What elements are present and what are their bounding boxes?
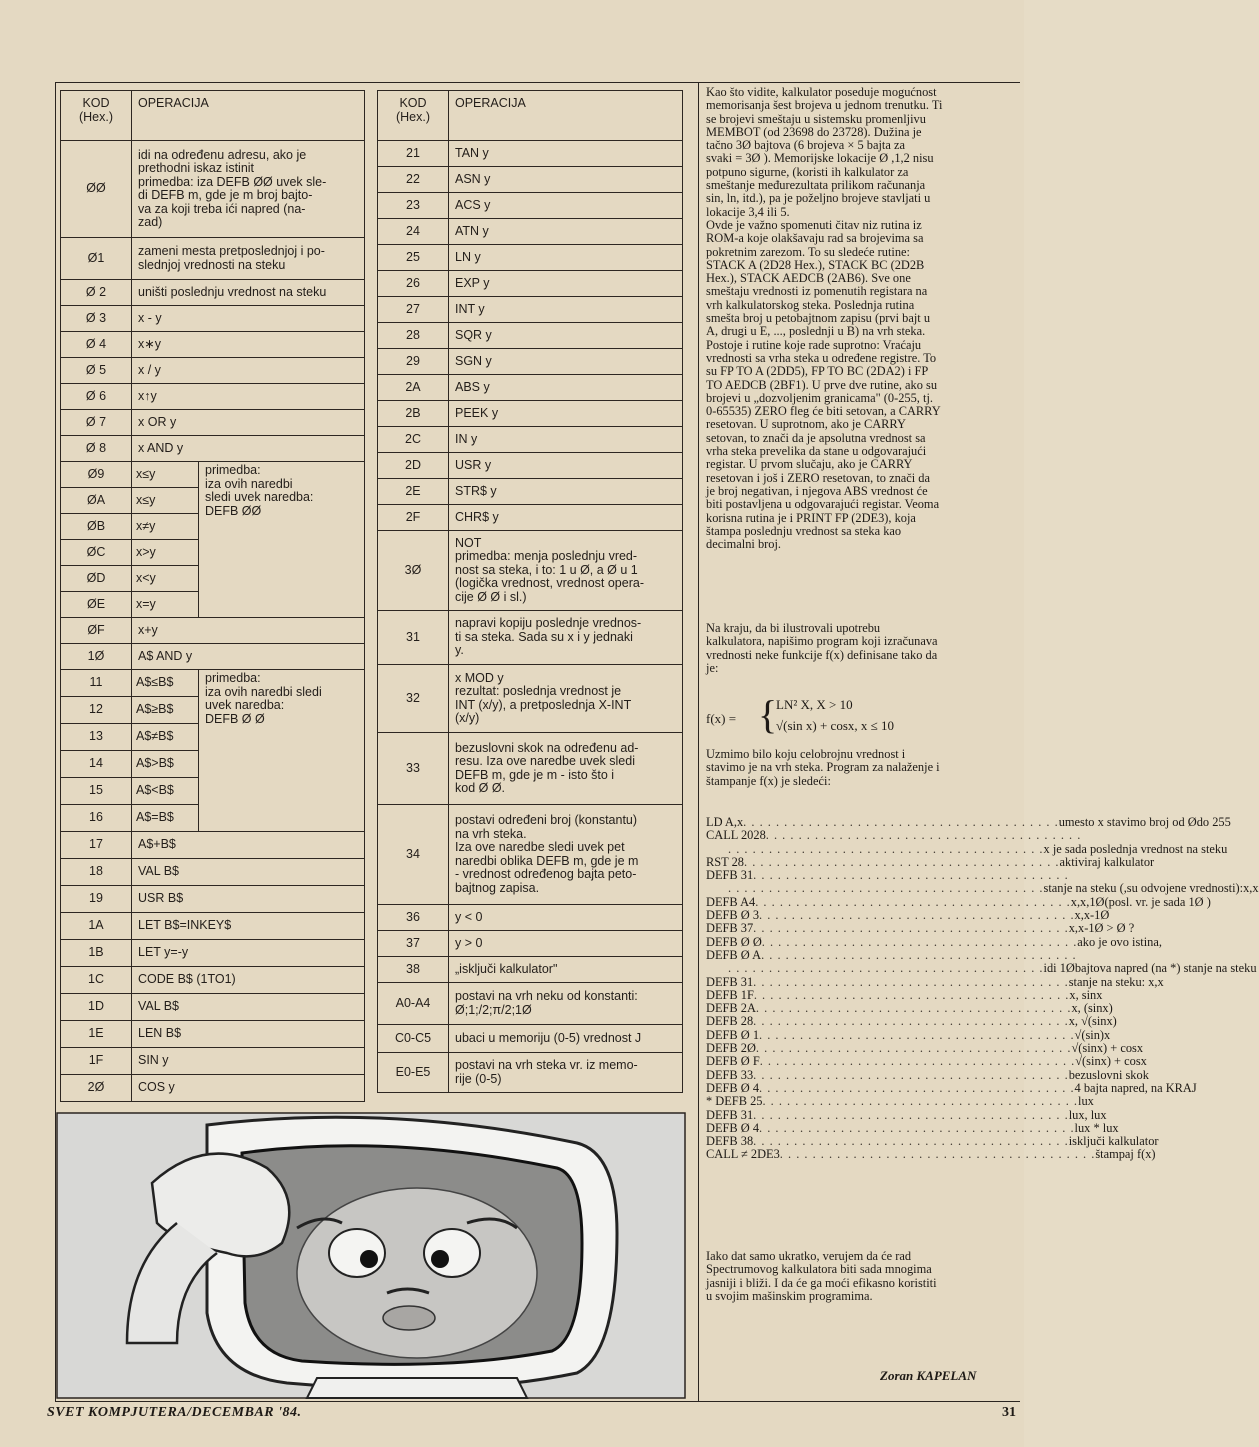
opcode-cell: 2D xyxy=(378,453,449,479)
operation-cell: CHR$ y xyxy=(449,505,683,531)
operation-cell: x / y xyxy=(132,358,365,384)
program-comment: x,x-1Ø xyxy=(1074,908,1110,923)
program-line xyxy=(706,1107,1107,1122)
table-row xyxy=(378,1025,683,1053)
opcode-cell: 33 xyxy=(378,733,449,805)
program-comment: umesto x stavimo broj od Ødo 255 xyxy=(1058,815,1231,829)
operation-cell: napravi kopiju poslednje vrednos- ti sa steka. Sada su x i y jednaki y. xyxy=(449,611,683,665)
program-comment: lux * lux xyxy=(1074,1120,1119,1135)
table-row xyxy=(61,913,365,940)
operation-cell: COS y xyxy=(132,1075,365,1102)
operation-cell: IN y xyxy=(449,427,683,453)
program-line xyxy=(706,1080,1197,1095)
program-instruction: DEFB A4 xyxy=(706,894,756,909)
leader-dots: . . . . . . . . . . . . . . . . . . . . . . . . . . . . . . . . . . . . . . . xyxy=(743,815,1059,829)
leader-dots: . . . . . . . . . . . . . . . . . . . . . . . . . . . . . . . . . . . . . . . xyxy=(759,1027,1075,1042)
operation-cell: A$=B$ xyxy=(132,805,199,832)
program-instruction: DEFB Ø F xyxy=(706,1054,760,1069)
table-row xyxy=(61,410,365,436)
program-line xyxy=(706,987,1103,1002)
program-comment: √(sinx) + cosx xyxy=(1075,1054,1147,1069)
table-row xyxy=(61,859,365,886)
operation-cell: x AND y xyxy=(132,436,365,462)
operation-cell: postavi na vrh steka vr. iz memo- rije (0-5) xyxy=(449,1053,683,1093)
program-instruction: CALL 2028 xyxy=(706,828,766,843)
header-operation: OPERACIJA xyxy=(449,91,683,141)
opcode-cell: 28 xyxy=(378,323,449,349)
table-row xyxy=(378,271,683,297)
operation-cell: CODE B$ (1TO1) xyxy=(132,967,365,994)
table-row xyxy=(61,306,365,332)
opcode-cell: 34 xyxy=(378,805,449,905)
operation-cell: LEN B$ xyxy=(132,1021,365,1048)
table-row xyxy=(61,332,365,358)
table-row xyxy=(378,733,683,805)
opcode-cell: 24 xyxy=(378,219,449,245)
program-instruction: DEFB 28 xyxy=(706,1014,754,1029)
header-operation: OPERACIJA xyxy=(132,91,365,141)
leader-dots: . . . . . . . . . . . . . . . . . . . . . . . . . . . . . . . . . . . . . . . xyxy=(755,1001,1072,1016)
program-instruction: DEFB Ø 3 xyxy=(706,908,760,923)
table-row xyxy=(378,297,683,323)
opcode-cell: 1B xyxy=(61,940,132,967)
table-row xyxy=(61,462,365,488)
operation-cell: x>y xyxy=(132,540,199,566)
opcode-cell: Ø 5 xyxy=(61,358,132,384)
program-comment: x, √(sinx) xyxy=(1068,1014,1117,1029)
leader-dots: . . . . . . . . . . . . . . . . . . . . . . . . . . . . . . . . . . . . . . . xyxy=(728,841,1044,856)
program-line xyxy=(706,1120,1119,1135)
program-instruction: DEFB 33 xyxy=(706,1067,754,1082)
program-line xyxy=(706,1001,1113,1016)
magazine-footer: SVET KOMPJUTERA/DECEMBAR '84. xyxy=(47,1405,302,1420)
leader-dots: . . . . . . . . . . . . . . . . . . . . . . . . . . . . . . . . . . . . . . . xyxy=(753,1107,1069,1122)
operation-cell: LET B$=INKEY$ xyxy=(132,913,365,940)
table-row xyxy=(378,167,683,193)
table-row xyxy=(378,141,683,167)
opcode-cell: ØF xyxy=(61,618,132,644)
opcode-cell: 2A xyxy=(378,375,449,401)
author-name: Zoran KAPELAN xyxy=(880,1368,977,1383)
opcode-cell: Ø 7 xyxy=(61,410,132,436)
operation-cell: A$≤B$ xyxy=(132,670,199,697)
operation-cell: idi na određenu adresu, ako je prethodni iskaz istinit primedba: iza DEFB ØØ uvek sle- di DEFB m, gde je m broj bajto- va za koji treba ići napred (na- zad) xyxy=(132,141,365,238)
operation-cell: ubaci u memoriju (0-5) vrednost J xyxy=(449,1025,683,1053)
opcode-cell: Ø 2 xyxy=(61,280,132,306)
operation-cell: x+y xyxy=(132,618,365,644)
opcode-table-2 xyxy=(377,90,683,1093)
table-row xyxy=(378,665,683,733)
table-row xyxy=(61,832,365,859)
operation-cell: x OR y xyxy=(132,410,365,436)
operation-cell: postavi određeni broj (konstantu) na vrh steka. Iza ove naredbe sledi uvek pet naredbi oblika DEFB m, gde je m - vrednost određenog bajta peto- bajtnog zapisa. xyxy=(449,805,683,905)
operation-cell: uništi poslednju vrednost na steku xyxy=(132,280,365,306)
table-row xyxy=(378,193,683,219)
program-comment: √(sinx) + cosx xyxy=(1071,1041,1144,1056)
opcode-cell: Ø1 xyxy=(61,238,132,280)
opcode-cell: 36 xyxy=(378,905,449,931)
article-paragraph-4: Iako dat samo ukratko, verujem da će rad Spectrumovog kalkulatora biti sada mnogima jasniji i bliži. I da će ga moći efikasno koristiti u svojim mašinskim programima. xyxy=(706,1249,937,1303)
opcode-cell: 1F xyxy=(61,1048,132,1075)
operation-cell: postavi na vrh neku od konstanti: Ø;1;/2;π/2;1Ø xyxy=(449,983,683,1025)
opcode-cell: ØE xyxy=(61,592,132,618)
opcode-cell: E0-E5 xyxy=(378,1053,449,1093)
program-instruction: DEFB 38 xyxy=(706,1134,754,1149)
operation-cell: LN y xyxy=(449,245,683,271)
program-comment: x je sada poslednja vrednost na steku xyxy=(1043,841,1228,856)
table-row xyxy=(61,994,365,1021)
frame-left-rule xyxy=(55,82,56,1402)
operation-cell: bezuslovni skok na određenu ad- resu. Iza ove naredbe uvek sledi DEFB m, gde je m - isto što i kod Ø Ø. xyxy=(449,733,683,805)
table-row xyxy=(378,931,683,957)
leader-dots: . . . . . . . . . . . . . . . . . . . . . . . . . . . . . . . . . . . . . . . xyxy=(761,947,1077,962)
operation-cell: SQR y xyxy=(449,323,683,349)
opcode-cell: 27 xyxy=(378,297,449,323)
formula-brace: { xyxy=(758,692,778,737)
opcode-cell: 21 xyxy=(378,141,449,167)
program-line xyxy=(706,828,1082,843)
leader-dots: . . . . . . . . . . . . . . . . . . . . . . . . . . . . . . . . . . . . . . . xyxy=(755,1041,1072,1056)
program-comment: 4 bajta napred, na KRAJ xyxy=(1074,1080,1197,1095)
program-instruction: DEFB 37 xyxy=(706,921,754,936)
program-line xyxy=(706,854,1155,869)
opcode-cell: 2C xyxy=(378,427,449,453)
operation-cell: INT y xyxy=(449,297,683,323)
program-line xyxy=(706,1134,1159,1149)
program-comment: štampaj f(x) xyxy=(1095,1147,1156,1162)
table-row xyxy=(378,375,683,401)
program-instruction: DEFB Ø 4 xyxy=(706,1080,760,1095)
table-header-row xyxy=(61,91,365,141)
opcode-table-1 xyxy=(60,90,365,1102)
table-row xyxy=(61,670,365,697)
opcode-cell: 22 xyxy=(378,167,449,193)
table-row xyxy=(61,280,365,306)
opcode-cell: Ø 6 xyxy=(61,384,132,410)
opcode-cell: ØC xyxy=(61,540,132,566)
program-line xyxy=(706,921,1135,936)
table-row xyxy=(61,1075,365,1102)
opcode-cell: 23 xyxy=(378,193,449,219)
crying-computer-illustration xyxy=(57,1113,685,1398)
opcode-cell: 18 xyxy=(61,859,132,886)
table-row xyxy=(378,323,683,349)
opcode-cell: C0-C5 xyxy=(378,1025,449,1053)
opcode-cell: Ø9 xyxy=(61,462,132,488)
frame-top-rule xyxy=(55,82,1020,83)
program-instruction: DEFB 2A xyxy=(706,1001,756,1016)
leader-dots: . . . . . . . . . . . . . . . . . . . . . . . . . . . . . . . . . . . . . . . xyxy=(759,908,1075,923)
leader-dots: . . . . . . . . . . . . . . . . . . . . . . . . . . . . . . . . . . . . . . . xyxy=(744,854,1060,869)
program-comment: x, sinx xyxy=(1069,987,1103,1002)
leader-dots: . . . . . . . . . . . . . . . . . . . . . . . . . . . . . . . . . . . . . . . xyxy=(753,1067,1069,1082)
opcode-cell: 1A xyxy=(61,913,132,940)
operation-cell: EXP y xyxy=(449,271,683,297)
article-paragraph-2: Na kraju, da bi ilustrovali upotrebu kalkulatora, napišimo program koji izračunava vrednosti neke funkcije f(x) definisane tako da je: xyxy=(706,621,938,675)
program-line xyxy=(706,934,1162,949)
leader-dots: . . . . . . . . . . . . . . . . . . . . . . . . . . . . . . . . . . . . . . . xyxy=(762,1094,1078,1109)
operation-cell: x≤y xyxy=(132,462,199,488)
table-row xyxy=(378,349,683,375)
opcode-cell: 16 xyxy=(61,805,132,832)
group-note: primedba: iza ovih naredbi sledi uvek naredba: DEFB Ø Ø xyxy=(199,670,365,832)
program-instruction: DEFB 1F xyxy=(706,987,754,1002)
opcode-cell: Ø 3 xyxy=(61,306,132,332)
leader-dots: . . . . . . . . . . . . . . . . . . . . . . . . . . . . . . . . . . . . . . . xyxy=(753,974,1069,989)
table-row xyxy=(61,618,365,644)
opcode-cell: ØD xyxy=(61,566,132,592)
table-row xyxy=(61,940,365,967)
table-row xyxy=(61,644,365,670)
opcode-cell: 2E xyxy=(378,479,449,505)
program-instruction: RST 28 xyxy=(706,854,744,869)
table-header-row xyxy=(378,91,683,141)
opcode-cell: 25 xyxy=(378,245,449,271)
opcode-cell: 26 xyxy=(378,271,449,297)
leader-dots: . . . . . . . . . . . . . . . . . . . . . . . . . . . . . . . . . . . . . . . xyxy=(765,828,1082,843)
operation-cell: VAL B$ xyxy=(132,994,365,1021)
operation-cell: x=y xyxy=(132,592,199,618)
opcode-cell: 14 xyxy=(61,751,132,778)
program-instruction: CALL ≠ 2DE3 xyxy=(706,1147,780,1162)
table-row xyxy=(378,245,683,271)
opcode-cell: 17 xyxy=(61,832,132,859)
leader-dots: . . . . . . . . . . . . . . . . . . . . . . . . . . . . . . . . . . . . . . . xyxy=(759,1054,1076,1069)
program-line xyxy=(706,1094,1094,1109)
table-row xyxy=(61,436,365,462)
program-instruction: LD A,x xyxy=(706,815,744,829)
program-comment: lux, lux xyxy=(1068,1107,1107,1122)
program-comment: x,x,1Ø(posl. vr. je sada 1Ø ) xyxy=(1070,894,1211,909)
page-number: 31 xyxy=(1002,1405,1016,1420)
program-instruction: DEFB 2Ø xyxy=(706,1041,756,1056)
opcode-cell: 38 xyxy=(378,957,449,983)
table-row xyxy=(378,905,683,931)
operation-cell: A$≠B$ xyxy=(132,724,199,751)
program-comment: aktiviraj kalkulator xyxy=(1059,854,1155,869)
operation-cell: USR B$ xyxy=(132,886,365,913)
program-line xyxy=(706,881,1259,896)
function-definition xyxy=(706,693,1006,743)
opcode-cell: Ø 4 xyxy=(61,332,132,358)
operation-cell: SIN y xyxy=(132,1048,365,1075)
program-instruction: DEFB 31 xyxy=(706,1107,754,1122)
table-row xyxy=(378,479,683,505)
table-row xyxy=(378,427,683,453)
opcode-cell: 1C xyxy=(61,967,132,994)
operation-cell: x≤y xyxy=(132,488,199,514)
opcode-cell: 2Ø xyxy=(61,1075,132,1102)
operation-cell: A$ AND y xyxy=(132,644,365,670)
program-instruction: DEFB 31 xyxy=(706,974,754,989)
operation-cell: x - y xyxy=(132,306,365,332)
table-row xyxy=(378,453,683,479)
opcode-cell: 19 xyxy=(61,886,132,913)
program-instruction: DEFB Ø Ø xyxy=(706,934,762,949)
program-instruction: DEFB Ø A xyxy=(706,947,762,962)
operation-cell: x<y xyxy=(132,566,199,592)
leader-dots: . . . . . . . . . . . . . . . . . . . . . . . . . . . . . . . . . . . . . . . xyxy=(759,1080,1075,1095)
program-line xyxy=(706,947,1077,962)
program-comment: stanje na steku: x,x xyxy=(1068,974,1164,989)
frame-bottom-rule xyxy=(55,1401,1020,1402)
operation-cell: x MOD y rezultat: poslednja vrednost je INT (x/y), a pretposlednja X-INT (x/y) xyxy=(449,665,683,733)
opcode-cell: 29 xyxy=(378,349,449,375)
operation-cell: x∗y xyxy=(132,332,365,358)
program-line xyxy=(706,815,1231,829)
table-row xyxy=(61,358,365,384)
opcode-cell: 15 xyxy=(61,778,132,805)
opcode-cell: ØB xyxy=(61,514,132,540)
operation-cell: zameni mesta pretposlednjoj i po- slednjoj vrednosti na steku xyxy=(132,238,365,280)
opcode-cell: 3Ø xyxy=(378,531,449,611)
opcode-cell: 1D xyxy=(61,994,132,1021)
program-comment: x,x-1Ø > Ø ? xyxy=(1068,921,1135,936)
operation-cell: ABS y xyxy=(449,375,683,401)
operation-cell: PEEK y xyxy=(449,401,683,427)
leader-dots: . . . . . . . . . . . . . . . . . . . . . . . . . . . . . . . . . . . . . . . xyxy=(753,921,1069,936)
operation-cell: A$<B$ xyxy=(132,778,199,805)
opcode-cell: ØØ xyxy=(61,141,132,238)
program-line xyxy=(706,1147,1156,1162)
opcode-cell: 1E xyxy=(61,1021,132,1048)
operation-cell: x≠y xyxy=(132,514,199,540)
program-line xyxy=(706,908,1110,923)
operation-cell: USR y xyxy=(449,453,683,479)
column-rule xyxy=(698,82,699,1402)
group-note: primedba: iza ovih naredbi sledi uvek naredba: DEFB ØØ xyxy=(199,462,365,618)
table-row xyxy=(378,805,683,905)
formula-case-2: √(sin x) + cosx, x ≤ 10 xyxy=(776,718,895,733)
leader-dots: . . . . . . . . . . . . . . . . . . . . . . . . . . . . . . . . . . . . . . . xyxy=(755,894,1071,909)
program-comment: stanje na steku (,su odvojene vrednosti):x,x xyxy=(1043,881,1259,896)
table-row xyxy=(378,219,683,245)
opcode-cell: 32 xyxy=(378,665,449,733)
program-instruction: DEFB Ø 4 xyxy=(706,1120,760,1135)
program-comment: lux xyxy=(1078,1094,1094,1109)
program-line xyxy=(706,1067,1149,1082)
header-code: KOD (Hex.) xyxy=(61,91,132,141)
operation-cell: y > 0 xyxy=(449,931,683,957)
leader-dots: . . . . . . . . . . . . . . . . . . . . . . . . . . . . . . . . . . . . . . . xyxy=(753,868,1069,883)
table-row xyxy=(378,1053,683,1093)
program-line xyxy=(706,1041,1144,1056)
program-line xyxy=(706,974,1164,989)
leader-dots: . . . . . . . . . . . . . . . . . . . . . . . . . . . . . . . . . . . . . . . xyxy=(761,934,1078,949)
leader-dots: . . . . . . . . . . . . . . . . . . . . . . . . . . . . . . . . . . . . . . . xyxy=(753,987,1070,1002)
operation-cell: SGN y xyxy=(449,349,683,375)
program-instruction: DEFB Ø 1 xyxy=(706,1027,760,1042)
operation-cell: A$>B$ xyxy=(132,751,199,778)
operation-cell: ASN y xyxy=(449,167,683,193)
operation-cell: A$+B$ xyxy=(132,832,365,859)
table-row xyxy=(61,141,365,238)
table-row xyxy=(378,983,683,1025)
program-line xyxy=(706,868,1069,883)
table-row xyxy=(378,611,683,665)
table-row xyxy=(378,957,683,983)
operation-cell: NOT primedba: menja poslednju vred- nost sa steka, i to: 1 u Ø, a Ø u 1 (logička vrednost, vrednost opera- cije Ø Ø i sl.) xyxy=(449,531,683,611)
table-row xyxy=(61,1021,365,1048)
operation-cell: ACS y xyxy=(449,193,683,219)
opcode-cell: 2F xyxy=(378,505,449,531)
program-instruction: * DEFB 25 xyxy=(706,1094,763,1109)
operation-cell: y < 0 xyxy=(449,905,683,931)
program-line xyxy=(706,841,1228,856)
operation-cell: TAN y xyxy=(449,141,683,167)
operation-cell: LET y=-y xyxy=(132,940,365,967)
program-comment: bezuslovni skok xyxy=(1068,1067,1149,1082)
leader-dots: . . . . . . . . . . . . . . . . . . . . . . . . . . . . . . . . . . . . . . . xyxy=(779,1147,1096,1162)
opcode-cell: 1Ø xyxy=(61,644,132,670)
program-line xyxy=(706,1027,1111,1042)
opcode-cell: 11 xyxy=(61,670,132,697)
leader-dots: . . . . . . . . . . . . . . . . . . . . . . . . . . . . . . . . . . . . . . . xyxy=(753,1014,1069,1029)
program-comment: ako je ovo istina, xyxy=(1077,934,1162,949)
header-code: KOD (Hex.) xyxy=(378,91,449,141)
leader-dots: . . . . . . . . . . . . . . . . . . . . . . . . . . . . . . . . . . . . . . . xyxy=(728,961,1044,976)
article-paragraph-3: Uzmimo bilo koju celobrojnu vrednost i stavimo je na vrh steka. Program za nalaženje i štampanje f(x) je sledeći: xyxy=(706,747,940,788)
operation-cell: ATN y xyxy=(449,219,683,245)
program-line xyxy=(706,894,1211,909)
program-line xyxy=(706,1054,1147,1069)
operation-cell: STR$ y xyxy=(449,479,683,505)
program-line xyxy=(706,961,1257,976)
table-row xyxy=(61,967,365,994)
formula-case-1: LN² X, X > 10 xyxy=(776,697,853,712)
program-listing xyxy=(706,815,1259,1162)
leader-dots: . . . . . . . . . . . . . . . . . . . . . . . . . . . . . . . . . . . . . . . xyxy=(753,1134,1069,1149)
opcode-cell: Ø 8 xyxy=(61,436,132,462)
table-row xyxy=(61,238,365,280)
opcode-cell: 12 xyxy=(61,697,132,724)
table-row xyxy=(378,505,683,531)
opcode-cell: 37 xyxy=(378,931,449,957)
table-row xyxy=(378,531,683,611)
program-comment: idi 1Øbajtova napred (na *) stanje na steku xyxy=(1043,961,1257,976)
opcode-cell: 13 xyxy=(61,724,132,751)
program-instruction: DEFB 31 xyxy=(706,868,754,883)
operation-cell: A$≥B$ xyxy=(132,697,199,724)
opcode-cell: 2B xyxy=(378,401,449,427)
program-comment: x, (sinx) xyxy=(1071,1001,1113,1016)
table-row xyxy=(61,1048,365,1075)
opcode-cell: 31 xyxy=(378,611,449,665)
article-paragraph-1: Kao što vidite, kalkulator poseduje mogućnost memorisanja šest brojeva u jednom trenutku. Ti se brojevi smeštaju u sistemsku promenljivu MEMBOT (od 23698 do 23728). Dužina je tačno 3Ø bajtova (6 brojeva × 5 bajta za svaki = 3Ø ). Memorijske lokacije Ø ,1,2 nisu potpuno sigurne, (koristi ih kalkulator za smeštanje međurezultata prilikom računanja sin, ln, itd.), pa je poželjno brojeve stavljati u lokacije 3,4 ili 5. Ovde je važno spomenuti čitav niz rutina iz ROM-a koje olakšavaju rad sa brojevima sa pokretnim zarezom. To su sledeće rutine: STACK A (2D28 Hex.), STACK BC (2D2B Hex.), STACK AEDCB (2AB6). Sve one smeštaju vrednosti iz pomenutih registara na vrh kalkulatorskog steka. Poslednja rutina smešta broj u petobajtnom zapisu (prvi bajt u A, drugi u E, ..., poslednji u B) na vrh steka. Postoje i rutine koje rade suprotno: Vraćaju vrednosti sa vrha steka u određene registre. To su FP TO A (2DD5), FP TO BC (2DA2) i FP TO AEDCB (2BF1). U prve dve rutine, ako su brojevi u „dozvoljenim granicama" (0-255, tj. 0-65535) ZERO fleg će biti setovan, a CARRY resetovan. U suprotnom, ako je CARRY setovan, to znači da je apsolutna vrednost sa vrha steka prevelika da stane u odgovarajući registar. U prvom slučaju, ako je CARRY resetovan i još i ZERO resetovan, to znači da je broj negativan, i njegova ABS vrednost će biti postavljena u odgovarajući registar. Veoma korisna rutina je i PRINT FP (2DE3), koja štampa poslednju vrednost sa steka kao decimalni broj. xyxy=(706,85,943,552)
program-comment: √(sin)x xyxy=(1074,1027,1111,1042)
program-line xyxy=(706,1014,1117,1029)
table-row xyxy=(378,401,683,427)
table-row xyxy=(61,886,365,913)
operation-cell: x↑y xyxy=(132,384,365,410)
opcode-cell: A0-A4 xyxy=(378,983,449,1025)
formula-lhs: f(x) = xyxy=(706,711,737,726)
leader-dots: . . . . . . . . . . . . . . . . . . . . . . . . . . . . . . . . . . . . . . . xyxy=(759,1120,1075,1135)
leader-dots: . . . . . . . . . . . . . . . . . . . . . . . . . . . . . . . . . . . . . . . xyxy=(728,881,1044,896)
operation-cell: „isključi kalkulator" xyxy=(449,957,683,983)
program-comment: isključi kalkulator xyxy=(1068,1134,1159,1149)
operation-cell: VAL B$ xyxy=(132,859,365,886)
opcode-cell: ØA xyxy=(61,488,132,514)
table-row xyxy=(61,384,365,410)
